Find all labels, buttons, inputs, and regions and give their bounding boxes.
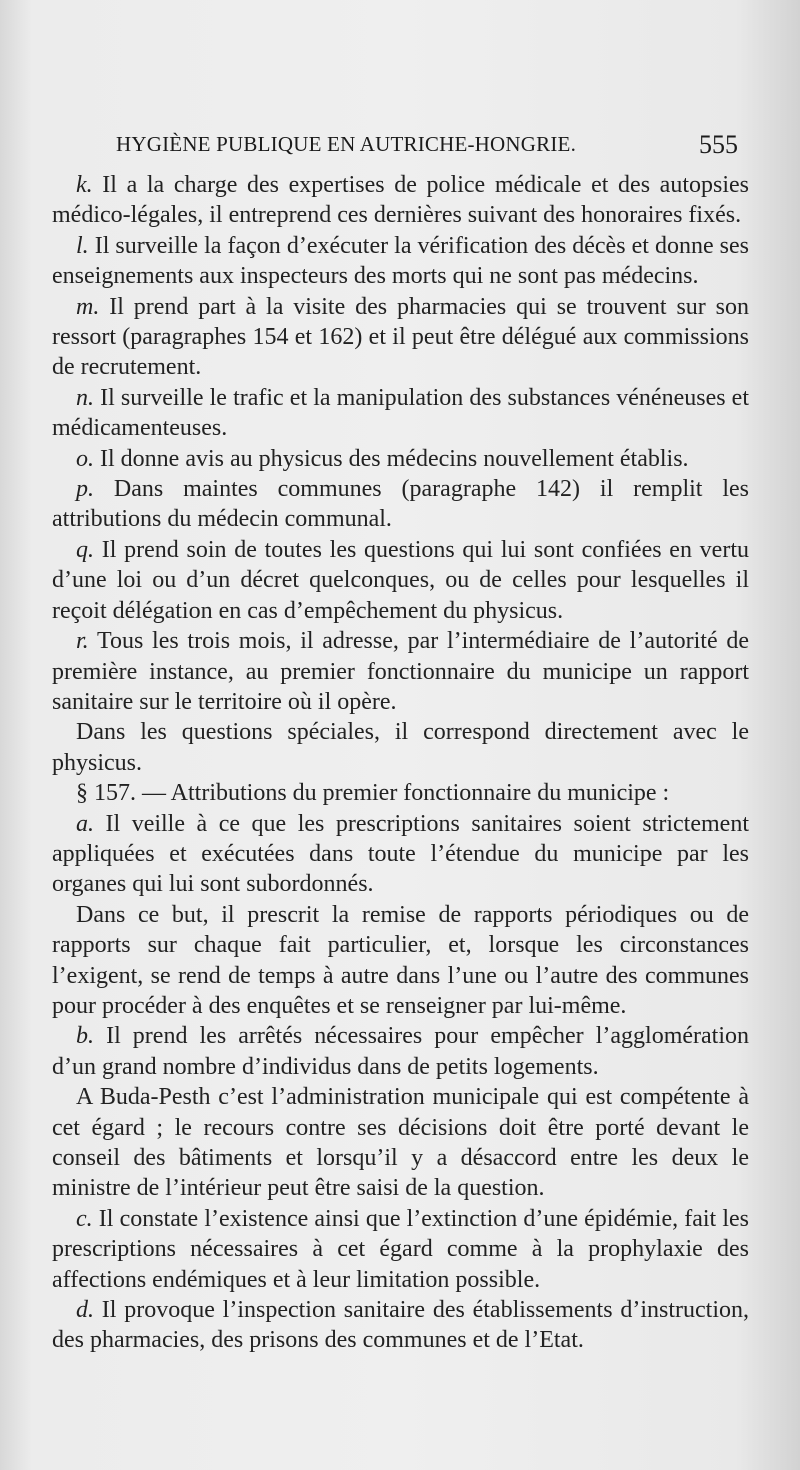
running-title: HYGIÈNE PUBLIQUE EN AUTRICHE-HONGRIE. — [116, 132, 577, 156]
page-header — [116, 132, 738, 162]
item-letter: c. — [76, 1205, 93, 1232]
body-text — [52, 170, 749, 1356]
paragraph-text: Il veille à ce que les prescriptions sanitaires soient strictement appliquées et exécutées dans toute l’étendue du municipe par les organes qui lui sont subordonnés. — [52, 810, 749, 898]
paragraph-text: Il prend soin de toutes les questions qui lui sont confiées en vertu d’une loi ou d’un décret quelconques, ou de celles pour lesquelles il reçoit délégation en cas d’empêchement du physicus. — [52, 536, 749, 624]
paragraph-text: Il prend part à la visite des pharmacies qui se trouvent sur son ressort (paragraphes 154 et 162) et il peut être délégué aux commissions de recrutement. — [52, 293, 749, 381]
item-letter: k. — [76, 172, 93, 198]
paragraph — [52, 717, 749, 778]
item-letter: p. — [76, 476, 94, 503]
paragraph-text: Il prend les arrêtés nécessaires pour empêcher l’agglomération d’un grand nombre d’individus dans de petits logements. — [52, 1023, 749, 1080]
paragraph — [52, 383, 749, 444]
paragraph — [52, 900, 749, 1022]
paragraph-text: Il constate l’existence ainsi que l’extinction d’une épidémie, fait les prescriptions nécessaires à cet égard comme à la prophylaxie des affections endémiques et à leur limitation possible. — [52, 1205, 749, 1293]
paragraph-text: Dans maintes communes (paragraphe 142) il remplit les attributions du médecin communal. — [52, 476, 749, 533]
paragraph-text: § 157. — Attributions du premier fonctionnaire du municipe : — [76, 780, 670, 807]
paragraph — [52, 231, 749, 292]
paragraph-text: Tous les trois mois, il adresse, par l’intermédiaire de l’autorité de première instance, au premier fonctionnaire du municipe un rapport sanitaire sur le territoire où il opère. — [52, 628, 749, 715]
paragraph-text: Il a la charge des expertises de police médicale et des autopsies médico-légales, il entreprend ces dernières suivant des honoraires fixés. — [52, 172, 749, 229]
paragraph-text: Il donne avis au physicus des médecins nouvellement établis. — [94, 445, 689, 472]
paragraph — [52, 444, 749, 474]
paragraph-text: Dans les questions spéciales, il correspond directement avec le physicus. — [52, 719, 749, 776]
paragraph — [52, 809, 749, 900]
item-letter: m. — [76, 293, 100, 320]
item-letter: n. — [76, 384, 94, 411]
paragraph-text: Dans ce but, il prescrit la remise de rapports périodiques ou de rapports sur chaque fait particulier, et, lorsque les circonstances l’exigent, se rend de temps à autre dans l’une ou l’autre des communes pour procéder à des enquêtes et se renseigner par lui-même. — [52, 901, 749, 1019]
item-letter: r. — [76, 628, 89, 655]
item-letter: l. — [76, 232, 89, 259]
item-letter: b. — [76, 1023, 94, 1050]
item-letter: q. — [76, 536, 94, 563]
paragraph — [52, 1295, 749, 1356]
paragraph-text: A Buda-Pesth c’est l’administration municipale qui est compétente à cet égard ; le recours contre ses décisions doit être porté devant le conseil des bâtiments et lorsqu’il y a désaccord entre les deux le ministre de l’intérieur peut être saisi de la question. — [52, 1084, 749, 1202]
item-letter: a. — [76, 810, 94, 837]
item-letter: o. — [76, 445, 94, 472]
paragraph — [52, 474, 749, 535]
paragraph — [52, 535, 749, 626]
paragraph — [52, 170, 749, 231]
paragraph — [52, 292, 749, 383]
section-heading — [52, 778, 749, 808]
paragraph — [52, 626, 749, 717]
paragraph-text: Il provoque l’inspection sanitaire des établissements d’instruction, des pharmacies, des prisons des communes et de l’Etat. — [52, 1297, 749, 1354]
paragraph — [52, 1021, 749, 1082]
paragraph — [52, 1082, 749, 1204]
paragraph-text: Il surveille la façon d’exécuter la vérification des décès et donne ses enseignements aux inspecteurs des morts qui ne sont pas médecins. — [52, 232, 749, 290]
paragraph-text: Il surveille le trafic et la manipulation des substances vénéneuses et médicamenteuses. — [52, 384, 749, 442]
paragraph — [52, 1204, 749, 1295]
item-letter: d. — [76, 1297, 94, 1324]
page-number: 555 — [699, 130, 738, 159]
